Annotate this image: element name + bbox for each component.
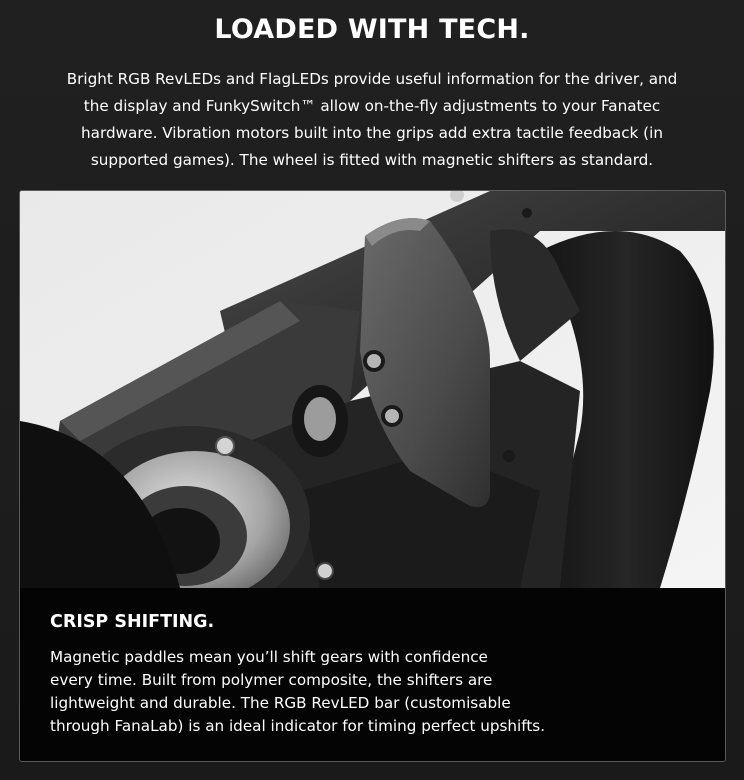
feature-title: CRISP SHIFTING. [50, 612, 215, 632]
section-intro [40, 66, 704, 174]
description-line: lightweight and durable. The RGB RevLED bar (customisable [50, 694, 511, 712]
feature-card [19, 190, 726, 762]
intro-line: Bright RGB RevLEDs and FlagLEDs provide useful information for the driver, and [66, 70, 678, 88]
intro-line: the display and FunkySwitch™ allow on-the-fly adjustments to your Fanatec [83, 97, 661, 115]
section-title: LOADED WITH TECH. [214, 14, 530, 45]
intro-line: supported games). The wheel is fitted with magnetic shifters as standard. [90, 151, 654, 169]
feature-description [50, 646, 570, 738]
description-line: every time. Built from polymer composite, the shifters are [50, 671, 493, 689]
intro-line: hardware. Vibration motors built into the grips add extra tactile feedback (in [81, 124, 663, 142]
description-line: Magnetic paddles mean you’ll shift gears with confidence [50, 648, 488, 666]
description-line: through FanaLab) is an ideal indicator for timing perfect upshifts. [50, 717, 546, 735]
steering-wheel-illustration [20, 191, 725, 588]
feature-caption [20, 588, 725, 761]
wheel-shifter-photo [20, 191, 725, 588]
